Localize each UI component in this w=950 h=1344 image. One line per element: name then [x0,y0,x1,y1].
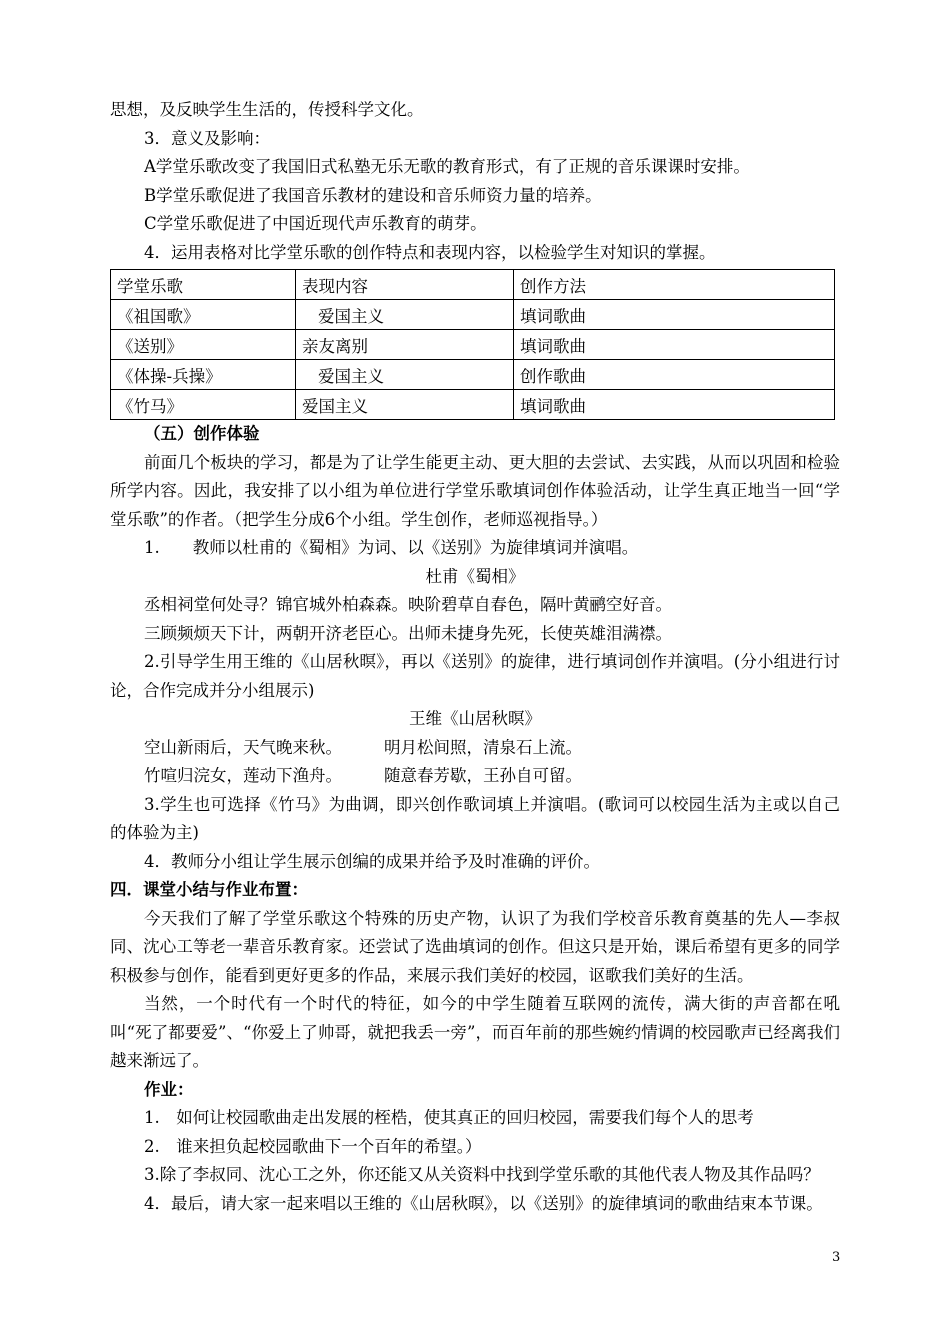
table-cell: 亲友离别 [296,330,514,360]
table-row [111,360,835,390]
list-item: 2.引导学生用王维的《山居秋暝》，再以《送别》的旋律，进行填词创作并演唱。(分小组进行讨论，合作完成并分小组展示) [110,652,840,700]
table-row [111,300,835,330]
section-heading: 四．课堂小结与作业布置： [110,880,308,899]
document-page [110,96,840,1218]
table-cell: 填词歌曲 [514,300,835,330]
table-cell: 《竹马》 [111,390,296,420]
comparison-table [110,269,835,420]
text-line: 3．意义及影响： [144,128,270,148]
page-number: 3 [832,1250,841,1265]
table-cell: 创作歌曲 [514,360,835,390]
poem-line [110,762,840,791]
table-header-cell: 创作方法 [514,270,835,300]
text-line: 思想，及反映学生生活的，传授科学文化。 [110,100,424,119]
table-cell: 爱国主义 [296,390,514,420]
poem-half: 空山新雨后，天气晚来秋。 [144,737,342,757]
table-cell: 爱国主义 [296,300,514,330]
poem-line: 三顾频烦天下计，两朝开济老臣心。出师未捷身先死，长使英雄泪满襟。 [144,623,672,643]
paragraph: 今天我们了解了学堂乐歌这个特殊的历史产物，认识了为我们学校音乐教育奠基的先人—李叔同、沈心工等老一辈音乐教育家。还尝试了选曲填词的创作。但这只是开始，课后希望有更多的同学积极参与创作，能看到更好更多的作品，来展示我们美好的校园，讴歌我们美好的生活。 [110,908,840,985]
table-cell: 填词歌曲 [514,330,835,360]
text-line: 4．运用表格对比学堂乐歌的创作特点和表现内容，以检验学生对知识的掌握。 [144,242,716,262]
table-row [111,330,835,360]
table-header-cell: 学堂乐歌 [111,270,296,300]
poem-half: 随意春芳歇，王孙自可留。 [384,766,582,785]
table-cell: 填词歌曲 [514,390,835,420]
section-heading: （五）创作体验 [144,424,260,443]
paragraph: 当然，一个时代有一个时代的特征，如今的中学生随着互联网的流传，满大街的声音都在吼叫“死了都要爱”、“你爱上了帅哥，就把我丢一旁”，而百年前的那些婉约情调的校园歌声已经离我们越来渐远了。 [110,994,840,1070]
list-item: 4．教师分小组让学生展示创编的成果并给予及时准确的评价。 [144,851,600,871]
table-row [111,390,835,420]
list-item: 3.学生也可选择《竹马》为曲调，即兴创作歌词填上并演唱。(歌词可以校园生活为主或以自己的体验为主) [110,794,840,842]
text-line: B学堂乐歌促进了我国音乐教材的建设和音乐师资力量的培养。 [144,185,602,205]
table-cell: 爱国主义 [296,360,514,390]
paragraph: 前面几个板块的学习，都是为了让学生能更主动、更大胆的去尝试、去实践，从而以巩固和检验所学内容。因此，我安排了以小组为单位进行学堂乐歌填词创作体验活动，让学生真正地当一回“学堂乐歌”的作者。（把学生分成6个小组。学生创作，老师巡视指导。） [110,452,840,529]
table-cell: 《送别》 [111,330,296,360]
text-line: A学堂乐歌改变了我国旧式私塾无乐无歌的教育形式，有了正规的音乐课课时安排。 [144,157,750,176]
poem-half: 竹喧归浣女，莲动下渔舟。 [144,766,342,785]
table-header-cell: 表现内容 [296,270,514,300]
list-item: 1. 教师以杜甫的《蜀相》为词、以《送别》为旋律填词并演唱。 [144,538,639,557]
poem-title: 王维《山居秋暝》 [409,709,541,728]
text-line: C学堂乐歌促进了中国近现代声乐教育的萌芽。 [144,214,487,233]
table-cell: 《体操-兵操》 [111,360,296,390]
poem-half: 明月松间照，清泉石上流。 [384,737,582,757]
poem-title: 杜甫《蜀相》 [425,566,525,586]
poem-line [110,734,840,763]
table-header-row [111,270,835,300]
list-item: 1. 如何让校园歌曲走出发展的桎梏，使其真正的回归校园，需要我们每个人的思考 [144,1108,754,1127]
table-cell: 《祖国歌》 [111,300,296,330]
homework-heading: 作业： [144,1079,194,1099]
poem-line: 丞相祠堂何处寻？锦官城外柏森森。映阶碧草自春色，隔叶黄鹂空好音。 [144,595,672,614]
list-item: 4．最后，请大家一起来唱以王维的《山居秋暝》，以《送别》的旋律填词的歌曲结束本节课。 [144,1193,823,1213]
list-item: 3.除了李叔同、沈心工之外，你还能又从关资料中找到学堂乐歌的其他代表人物及其作品吗？ [144,1165,820,1184]
list-item: 2. 谁来担负起校园歌曲下一个百年的希望。） [144,1136,482,1156]
